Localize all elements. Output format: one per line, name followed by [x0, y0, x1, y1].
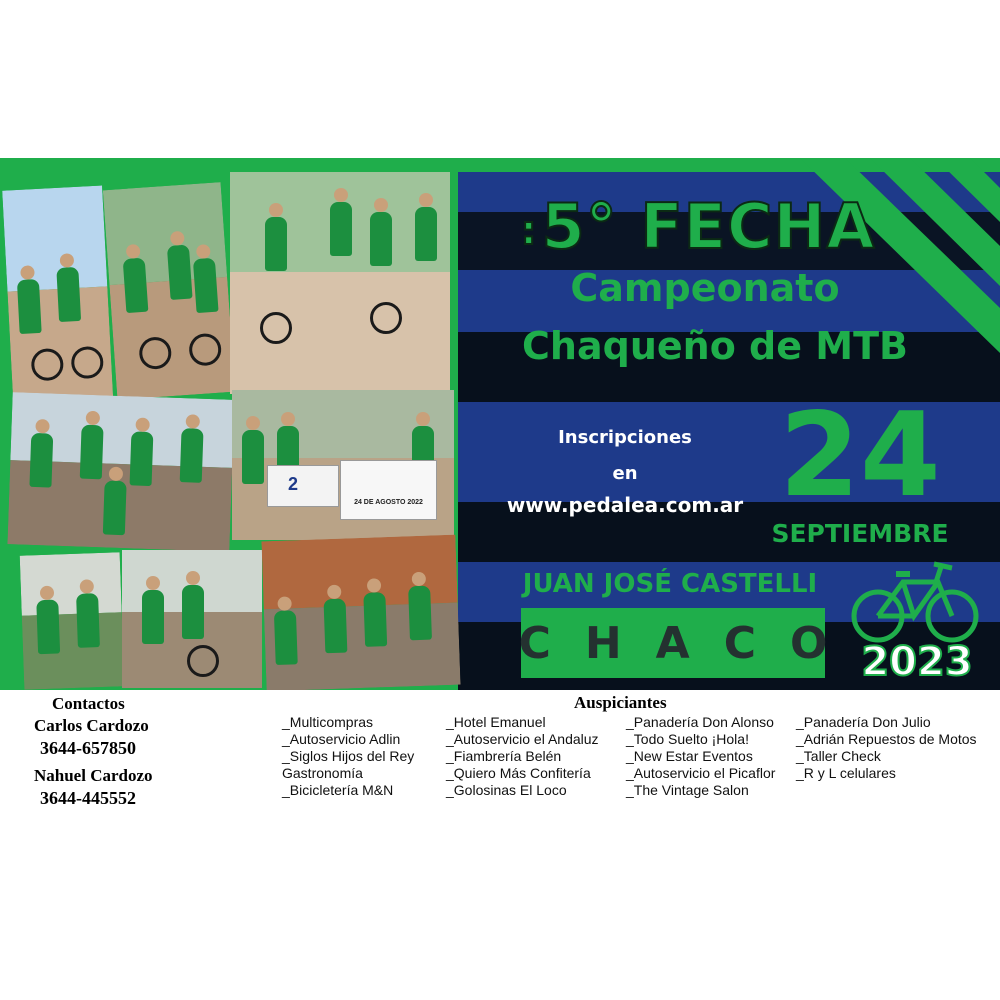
group-banner-photo — [232, 390, 454, 540]
event-province: CHACO — [518, 617, 862, 669]
sponsor-item: _Golosinas El Loco — [446, 782, 567, 798]
title-line2: Chaqueño de MTB — [522, 324, 908, 368]
sponsor-item: _Todo Suelto ¡Hola! — [626, 731, 749, 747]
contacts-heading: Contactos — [52, 694, 125, 713]
sponsor-column — [796, 714, 977, 782]
sponsor-item: _Autoservicio Adlin — [282, 731, 401, 747]
bicycle-icon — [848, 558, 980, 648]
event-town: JUAN JOSÉ CASTELLI — [522, 569, 818, 599]
rider-photo — [2, 186, 114, 416]
title-line1: Campeonato — [570, 266, 840, 310]
rider-photo — [103, 182, 235, 400]
sponsor-item: _Autoservicio el Picaflor — [626, 765, 776, 781]
sponsor-item: _New Estar Eventos — [626, 748, 753, 764]
registration-en: en — [612, 463, 638, 484]
sponsor-item: _Panadería Don Alonso — [626, 714, 774, 730]
contact-name: Carlos Cardozo — [34, 716, 149, 735]
sponsor-item: _Adrián Repuestos de Motos — [796, 731, 977, 747]
event-day: 24 — [779, 388, 941, 523]
event-month: SEPTIEMBRE — [771, 519, 949, 548]
registration-label: Inscripciones — [558, 427, 692, 448]
fecha-title: :5° FECHA — [520, 190, 876, 263]
rider-photo — [230, 172, 450, 394]
event-banner — [340, 460, 437, 520]
sponsor-item: _R y L celulares — [796, 765, 896, 781]
sponsor-item: _The Vintage Salon — [626, 782, 749, 798]
contact-phone[interactable]: 3644-657850 — [40, 738, 136, 758]
sponsor-column — [626, 714, 775, 799]
colon-decoration: : — [520, 207, 538, 254]
event-flyer — [0, 158, 1000, 690]
sponsors-heading: Auspiciantes — [574, 693, 667, 712]
sponsor-column — [282, 714, 414, 799]
contact-phone[interactable]: 3644-445552 — [40, 788, 136, 808]
sponsor-item: _Quiero Más Confitería — [446, 765, 591, 781]
sponsor-item: _Bicicletería M&N — [282, 782, 394, 798]
sponsor-banner — [267, 465, 339, 507]
photo-collage — [0, 158, 458, 690]
contact-name: Nahuel Cardozo — [34, 766, 153, 785]
sponsor-item: _Siglos Hijos del Rey — [282, 748, 415, 764]
sponsor-item: _Hotel Emanuel — [446, 714, 546, 730]
sponsor-item: Gastronomía — [282, 765, 363, 781]
sponsor-column — [446, 714, 599, 799]
sponsor-item: _Autoservicio el Andaluz — [446, 731, 599, 747]
group-photo — [7, 392, 234, 552]
rider-photo — [261, 535, 460, 690]
event-year: 2023 — [861, 639, 973, 685]
registration-url[interactable]: www.pedalea.com.ar — [506, 493, 744, 517]
rider-photo — [122, 550, 262, 688]
province-box — [518, 608, 862, 678]
sponsor-item: _Fiambrería Belén — [446, 748, 562, 764]
banner-date-text: 24 DE AGOSTO 2022 — [354, 499, 423, 506]
sponsor-item: _Taller Check — [796, 748, 881, 764]
banner-logo-number: 2 — [288, 474, 299, 494]
rider-photo — [20, 552, 125, 689]
sponsor-item: _Panadería Don Julio — [796, 714, 931, 730]
sponsor-item: _Multicompras — [282, 714, 374, 730]
